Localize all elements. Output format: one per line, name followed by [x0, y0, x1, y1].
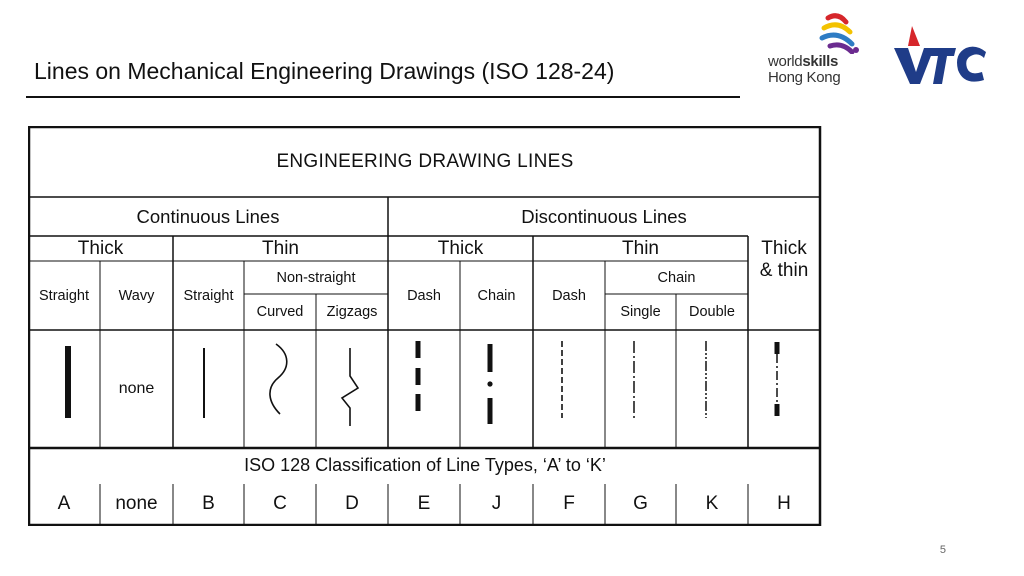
- label-chain-j: Chain: [477, 287, 516, 304]
- discontinuous-thick-header: Thick: [437, 237, 484, 259]
- continuous-lines-header: Continuous Lines: [136, 205, 280, 227]
- code-k: K: [705, 492, 719, 514]
- vtc-logo-icon: [890, 22, 990, 92]
- label-double: Double: [689, 304, 735, 320]
- label-chain-thin: Chain: [657, 269, 696, 286]
- worldskills-hongkong: Hong Kong: [768, 69, 841, 86]
- line-sample-d-zigzag: [342, 348, 358, 426]
- engineering-lines-table: [28, 126, 822, 526]
- code-c: C: [273, 492, 287, 514]
- worldskills-wordmark: [768, 54, 840, 86]
- code-j: J: [491, 492, 502, 514]
- code-a: A: [57, 492, 71, 514]
- code-g: G: [633, 492, 648, 514]
- thick-thin-header-line2: & thin: [759, 260, 809, 281]
- thick-thin-header-line1: Thick: [761, 237, 807, 259]
- code-d: D: [345, 492, 359, 514]
- table-title: ENGINEERING DRAWING LINES: [276, 150, 574, 172]
- label-zigzags: Zigzags: [326, 304, 378, 320]
- code-e: E: [417, 492, 431, 514]
- title-underline: [26, 96, 740, 98]
- continuous-thick-header: Thick: [77, 237, 124, 259]
- label-dash-e: Dash: [407, 287, 441, 304]
- slide-title: Lines on Mechanical Engineering Drawings (ISO 128-24): [34, 58, 615, 84]
- code-f: F: [563, 492, 575, 514]
- page-number: 5: [939, 544, 946, 556]
- label-straight-b: Straight: [183, 287, 234, 304]
- code-h: H: [777, 492, 791, 514]
- continuous-thin-header: Thin: [262, 237, 299, 259]
- vtc-logo: [890, 22, 990, 92]
- classification-title: ISO 128 Classification of Line Types, ‘A’ to ‘K’: [244, 454, 606, 475]
- line-sample-j-thick-chain: [487, 344, 492, 424]
- label-dash-f: Dash: [552, 287, 586, 304]
- code-none: none: [115, 492, 158, 514]
- worldskills-bold: skills: [802, 53, 839, 70]
- worldskills-emblem-icon: [768, 12, 868, 54]
- label-single: Single: [620, 304, 661, 320]
- worldskills-light: world: [768, 53, 803, 70]
- label-straight-a: Straight: [39, 287, 89, 304]
- line-sample-c-curved: [270, 344, 287, 414]
- wavy-sample-none: none: [118, 380, 155, 397]
- discontinuous-thin-header: Thin: [622, 237, 659, 259]
- code-b: B: [202, 492, 215, 514]
- worldskills-logo: [768, 12, 868, 96]
- label-non-straight: Non-straight: [276, 269, 356, 286]
- label-curved: Curved: [256, 304, 304, 320]
- label-wavy: Wavy: [118, 287, 155, 304]
- discontinuous-lines-header: Discontinuous Lines: [521, 205, 687, 227]
